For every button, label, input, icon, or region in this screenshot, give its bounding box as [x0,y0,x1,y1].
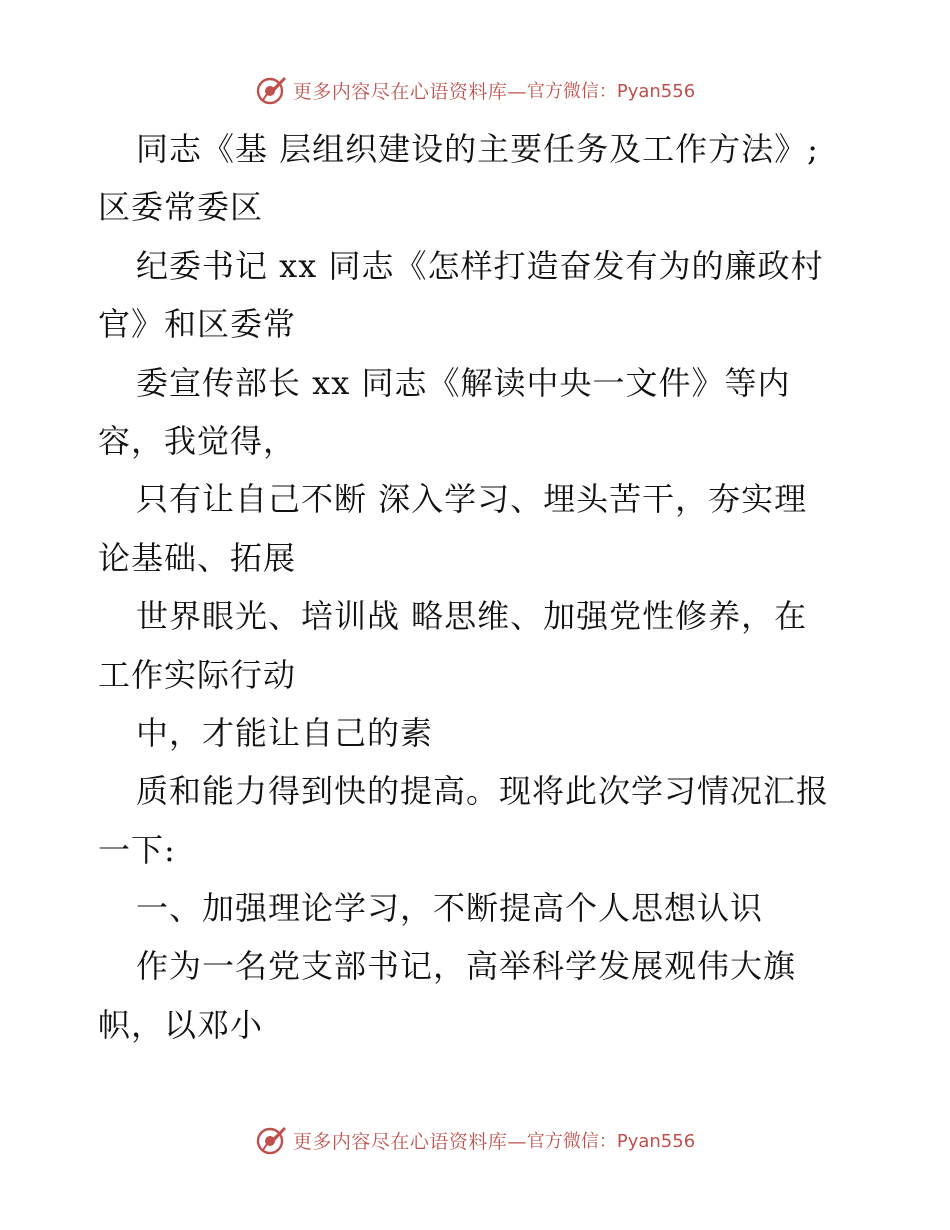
footer-banner-wechat: 官方微信：Pyan556 [526,1131,696,1152]
body-line: 作为一名党支部书记，高举科学发展观伟大旗 [136,947,797,986]
body-line: 纪委书记 xx 同志《怎样打造奋发有为的廉政村 [136,246,824,285]
body-line: 帜，以邓小 [98,1005,264,1044]
body-line: 论基础、拓展 [98,538,297,577]
body-line: 质和能力得到快的提高。现将此次学习情况汇报 [136,772,830,811]
body-line: 中，才能让自己的素 [136,713,434,752]
body-line: 世界眼光、培训战 略思维、加强党性修养，在 [136,597,808,636]
footer-banner-text: 更多内容尽在心语资料库— [292,1130,527,1153]
header-banner-text: 更多内容尽在心语资料库— [292,80,527,103]
body-line: 官》和区委常 [98,305,297,344]
footer-banner [0,1120,950,1160]
header-banner [0,70,950,110]
quill-logo-icon [255,74,287,106]
body-line: 只有让自己不断 深入学习、埋头苦干，夯实理 [136,480,808,519]
header-banner-wechat: 官方微信：Pyan556 [526,81,696,102]
body-line: 委宣传部长 xx 同志《解读中央一文件》等内 [136,363,791,402]
quill-logo-icon [255,1124,287,1156]
body-line: 容，我觉得， [98,421,297,460]
section-heading: 一、加强理论学习，不断提高个人思想认识 [136,889,764,928]
document-body [98,120,858,1054]
body-line: 区委常委区 [98,188,264,227]
body-line: 工作实际行动 [98,655,297,694]
body-line: 同志《基 层组织建设的主要任务及工作方法》; [136,130,819,168]
body-line: 一下: [98,830,176,869]
